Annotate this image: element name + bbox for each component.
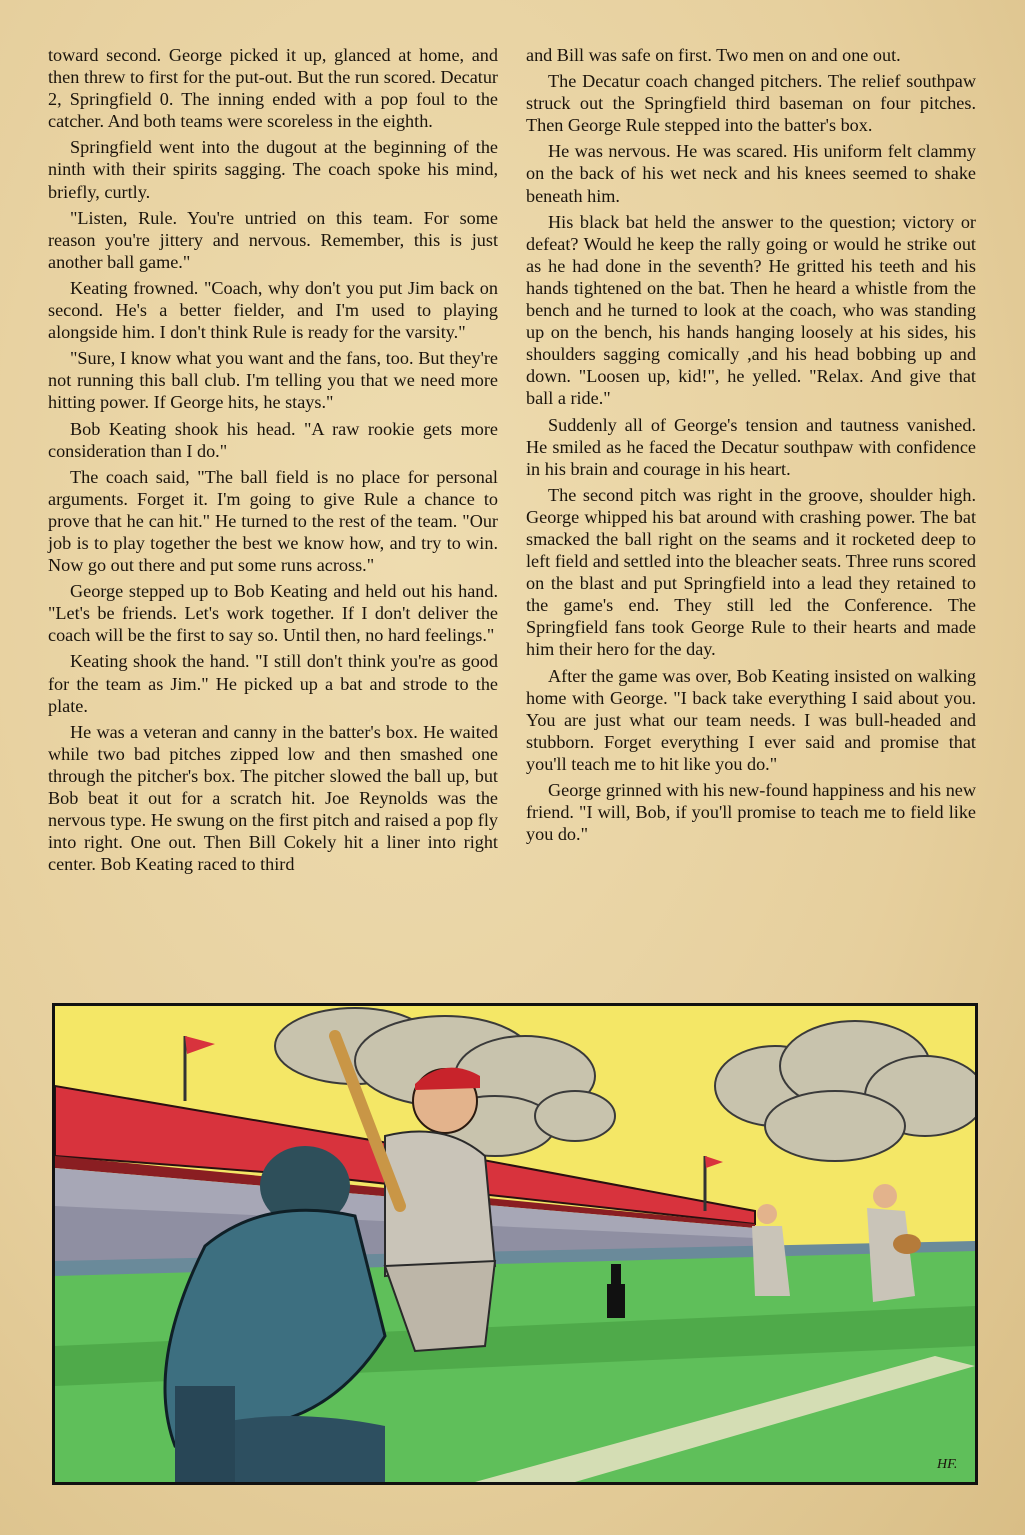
paragraph: George grinned with his new-found happiness and his new friend. "I will, Bob, if you'll promise to teach me to field like you do."	[526, 780, 976, 845]
left-text-column	[48, 44, 498, 879]
paragraph: Keating shook the hand. "I still don't think you're as good for the team as Jim." He picked up a bat and strode to the plate.	[48, 651, 498, 716]
artist-signature: HF.	[937, 1457, 958, 1472]
baseball-scene	[55, 1006, 975, 1482]
paragraph: He was nervous. He was scared. His uniform felt clammy on the back of his wet neck and his knees seemed to shake beneath him.	[526, 141, 976, 206]
paragraph: George stepped up to Bob Keating and held out his hand. "Let's be friends. Let's work together. If I don't deliver the coach will be the first to say so. Until then, no hard feelings."	[48, 581, 498, 646]
paragraph: toward second. George picked it up, glanced at home, and then threw to first for the put-out. But the run scored. Decatur 2, Springfield 0. The inning ended with a pop foul to the catcher. And both teams were scoreless in the eighth.	[48, 45, 498, 132]
paragraph: After the game was over, Bob Keating insisted on walking home with George. "I back take everything I said about you. You are just what our team needs. I was bull-headed and stubborn. Forget everything I ever said and promise that you'll teach me to hit like you do."	[526, 665, 976, 774]
paragraph: The second pitch was right in the groove, shoulder high. George whipped his bat around with crashing power. The bat smacked the ball right on the seams and it rocketed deep to left field and settled into the bleacher seats. Three runs scored on the blast and put Springfield into a lead they retained to the game's end. They still led the Conference. The Springfield fans took George Rule to their hearts and made him their hero for the day.	[526, 484, 976, 660]
paragraph: The coach said, "The ball field is no place for personal arguments. Forget it. I'm going to give Rule a chance to prove that he can hit." He turned to the rest of the team. "Our job is to play together the best we know how, and try to win. Now go out there and put some runs across."	[48, 466, 498, 576]
baseball-illustration-panel	[52, 1003, 978, 1485]
paragraph: "Sure, I know what you want and the fans, too. But they're not running this ball club. I'm telling you that we need more hitting power. If George hits, he stays."	[48, 348, 498, 413]
paragraph: "Listen, Rule. You're untried on this team. For some reason you're jittery and nervous. Remember, this is just another ball game."	[48, 207, 498, 272]
paragraph: Suddenly all of George's tension and tautness vanished. He smiled as he faced the Decatur southpaw with confidence in his brain and courage in his heart.	[526, 414, 976, 479]
paragraph: The Decatur coach changed pitchers. The relief southpaw struck out the Springfield third baseman on four pitches. Then George Rule stepped into the batter's box.	[526, 71, 976, 136]
paragraph: He was a veteran and canny in the batter's box. He waited while two bad pitches zipped low and then smashed one through the pitcher's box. The pitcher slowed the ball up, but Bob beat it out for a scratch hit. Joe Reynolds was the nervous type. He swung on the first pitch and raised a pop fly into right. One out. Then Bill Cokely hit a liner into right center. Bob Keating raced to third	[48, 721, 498, 875]
paragraph: and Bill was safe on first. Two men on and one out.	[526, 45, 901, 65]
right-text-column	[526, 44, 976, 849]
paragraph: His black bat held the answer to the question; victory or defeat? Would he keep the rally going or would he strike out as he had done in the seventh? He gritted his teeth and his hands tightened on the bat. Then he heard a whistle from the bench and he turned to look at the coach, who was standing up on the bench, his hands hanging loosely at his sides, his shoulders sagging comically ,and his head bobbing up and down. "Loosen up, kid!", he yelled. "Relax. And give that ball a ride."	[526, 211, 976, 409]
paragraph: Bob Keating shook his head. "A raw rookie gets more consideration than I do."	[48, 418, 498, 461]
paragraph: Keating frowned. "Coach, why don't you put Jim back on second. He's a better fielder, and I'm used to playing alongside him. I don't think Rule is ready for the varsity."	[48, 277, 498, 343]
paragraph: Springfield went into the dugout at the beginning of the ninth with their spirits sagging. The coach spoke his mind, briefly, curtly.	[48, 137, 498, 202]
